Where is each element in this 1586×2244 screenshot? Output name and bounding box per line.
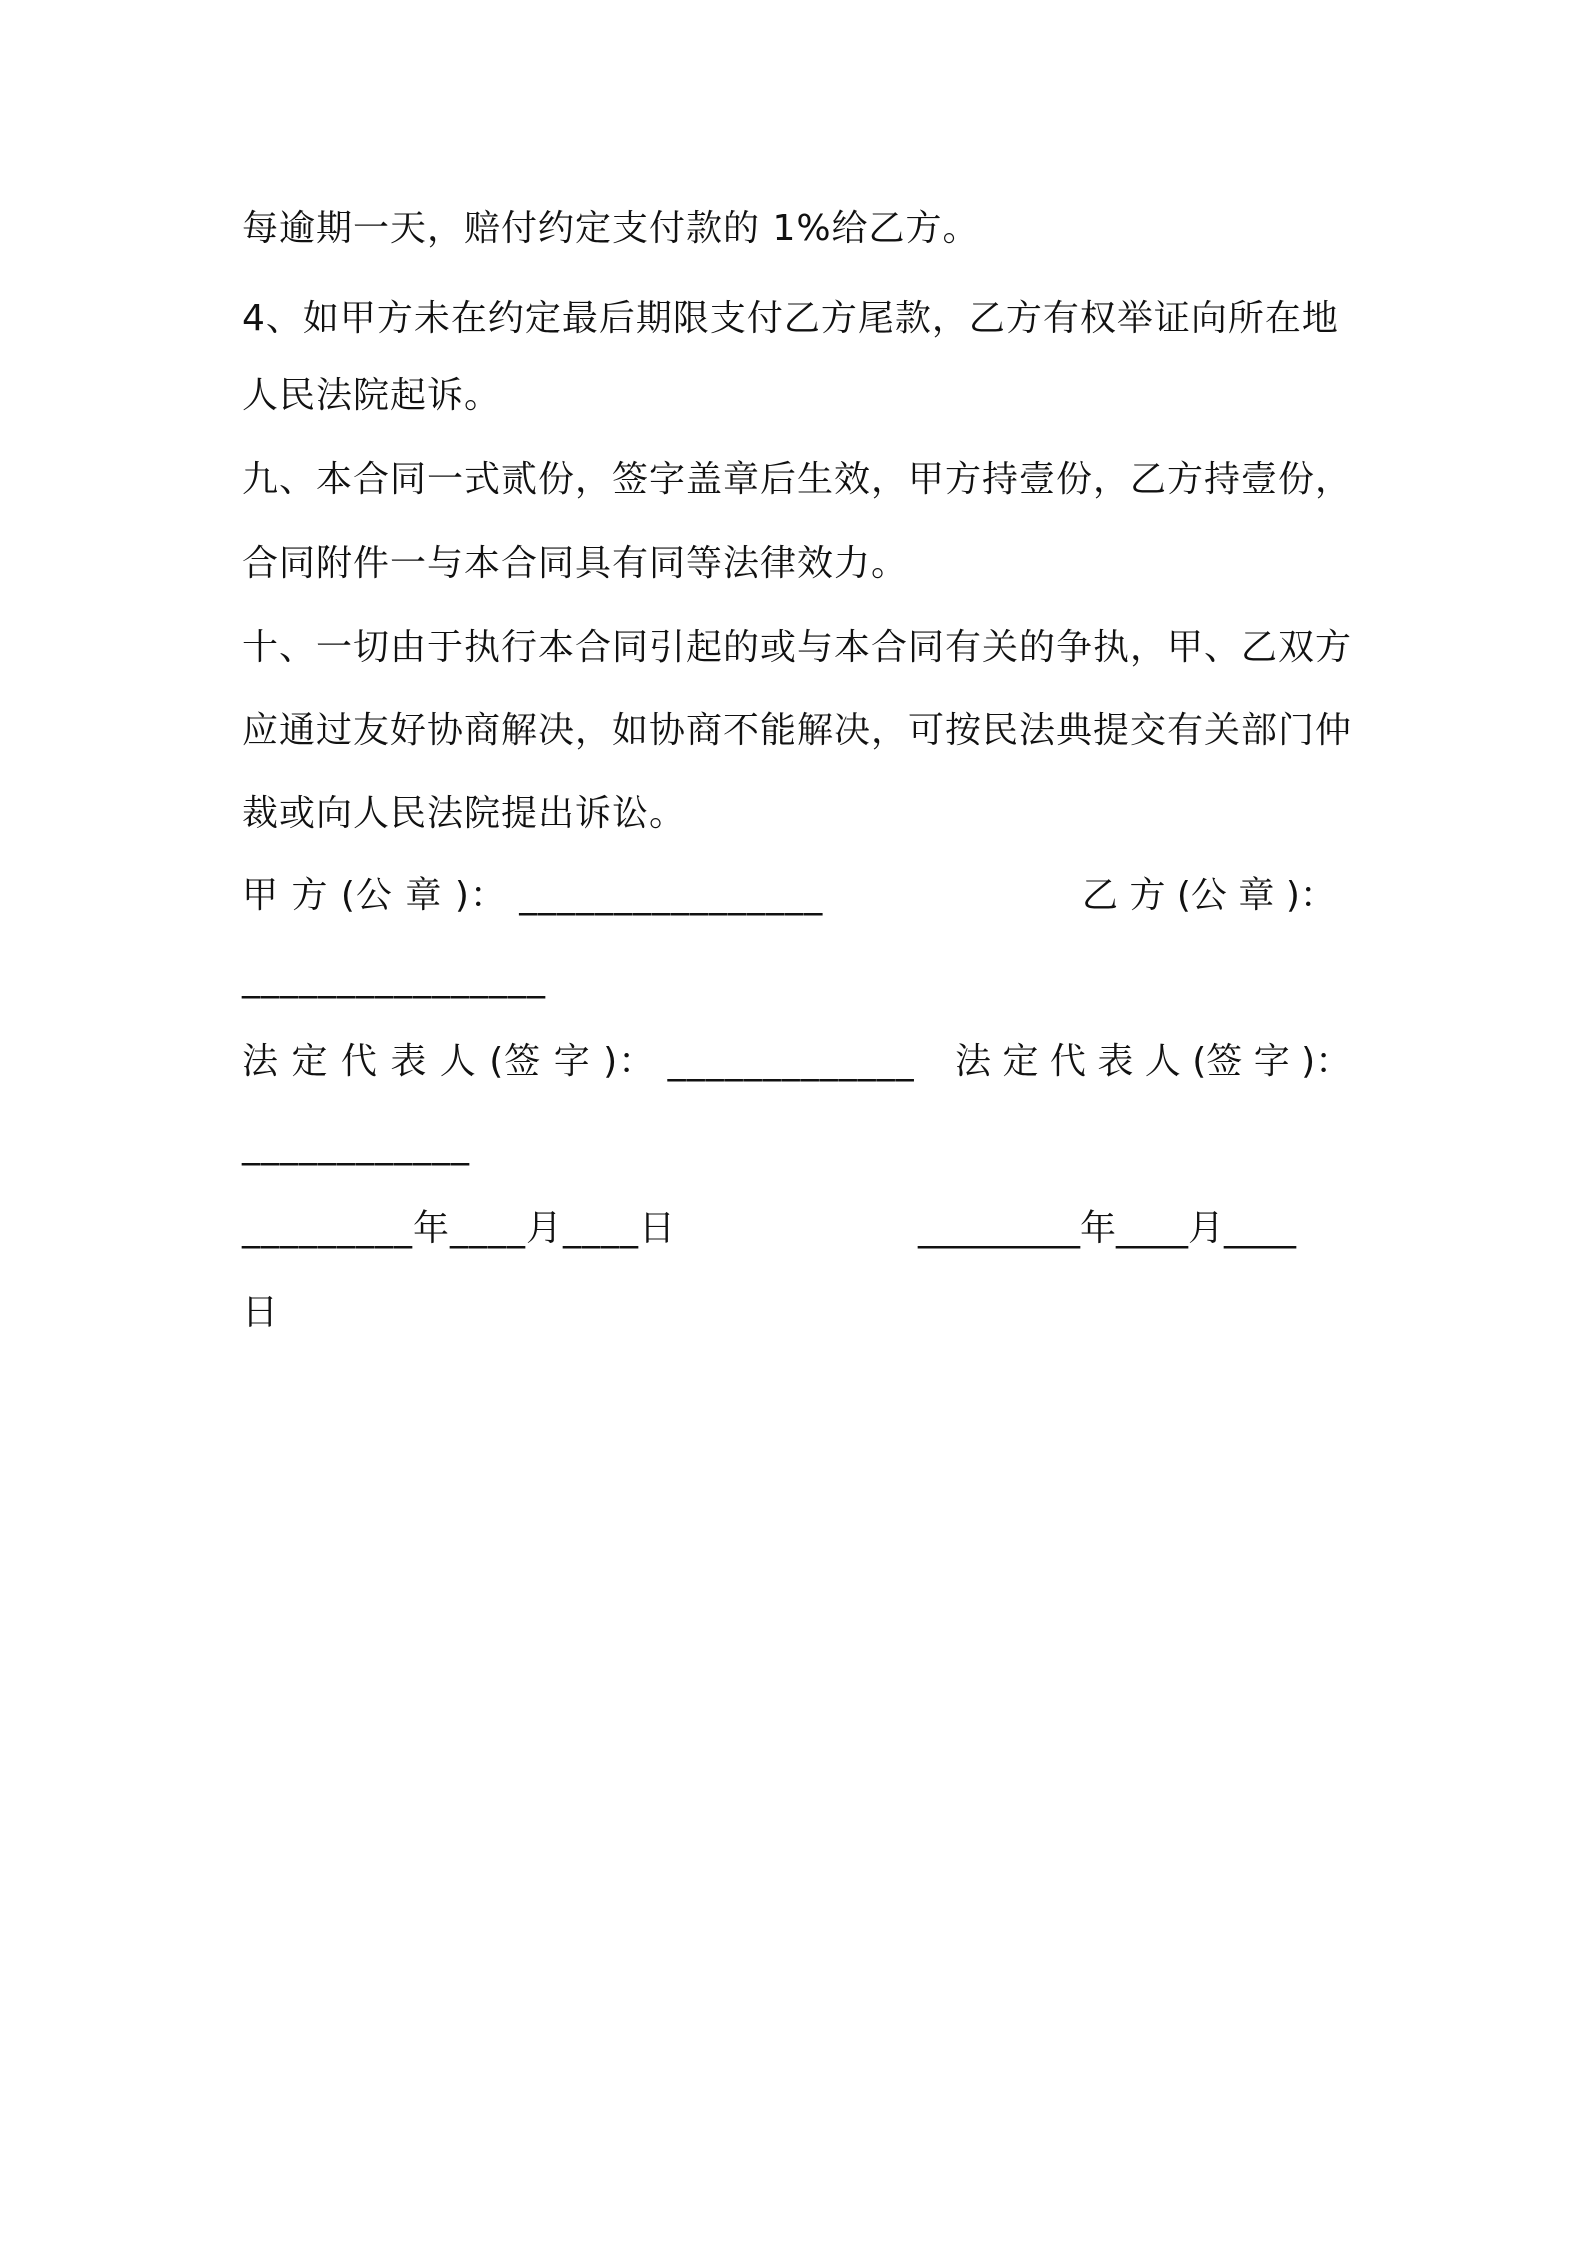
party-b-rep-blank: ____________ xyxy=(242,1125,470,1166)
paragraph-line-5: 合同附件一与本合同具有同等法律效力。 xyxy=(242,543,909,584)
party-a-seal-line: 甲 方 (公 章 )： ________________ xyxy=(242,875,824,916)
party-b-seal-label: 乙 方 (公 章 )： xyxy=(1082,875,1336,916)
paragraph-line-3: 人民法院起诉。 xyxy=(242,375,502,416)
party-a-date-line: _________年____月____日 xyxy=(242,1208,676,1249)
paragraph-line-1: 每逾期一天，赔付约定支付款的 1%给乙方。 xyxy=(242,208,980,249)
party-b-rep-label: 法 定 代 表 人 (签 字 )： xyxy=(955,1041,1352,1082)
party-b-date-line: _________年____月____ xyxy=(918,1208,1296,1249)
party-b-date-day: 日 xyxy=(242,1292,280,1333)
party-b-seal-blank: ________________ xyxy=(242,958,546,999)
party-a-rep-line: 法 定 代 表 人 (签 字 )： _____________ xyxy=(242,1041,915,1082)
paragraph-line-4: 九、本合同一式贰份，签字盖章后生效，甲方持壹份，乙方持壹份， xyxy=(242,459,1353,500)
paragraph-line-7: 应通过友好协商解决，如协商不能解决，可按民法典提交有关部门仲 xyxy=(242,710,1353,751)
paragraph-line-2: 4、如甲方未在约定最后期限支付乙方尾款，乙方有权举证向所在地 xyxy=(242,298,1339,339)
paragraph-line-8: 裁或向人民法院提出诉讼。 xyxy=(242,793,687,834)
paragraph-line-6: 十、一切由于执行本合同引起的或与本合同有关的争执，甲、乙双方 xyxy=(242,627,1353,668)
